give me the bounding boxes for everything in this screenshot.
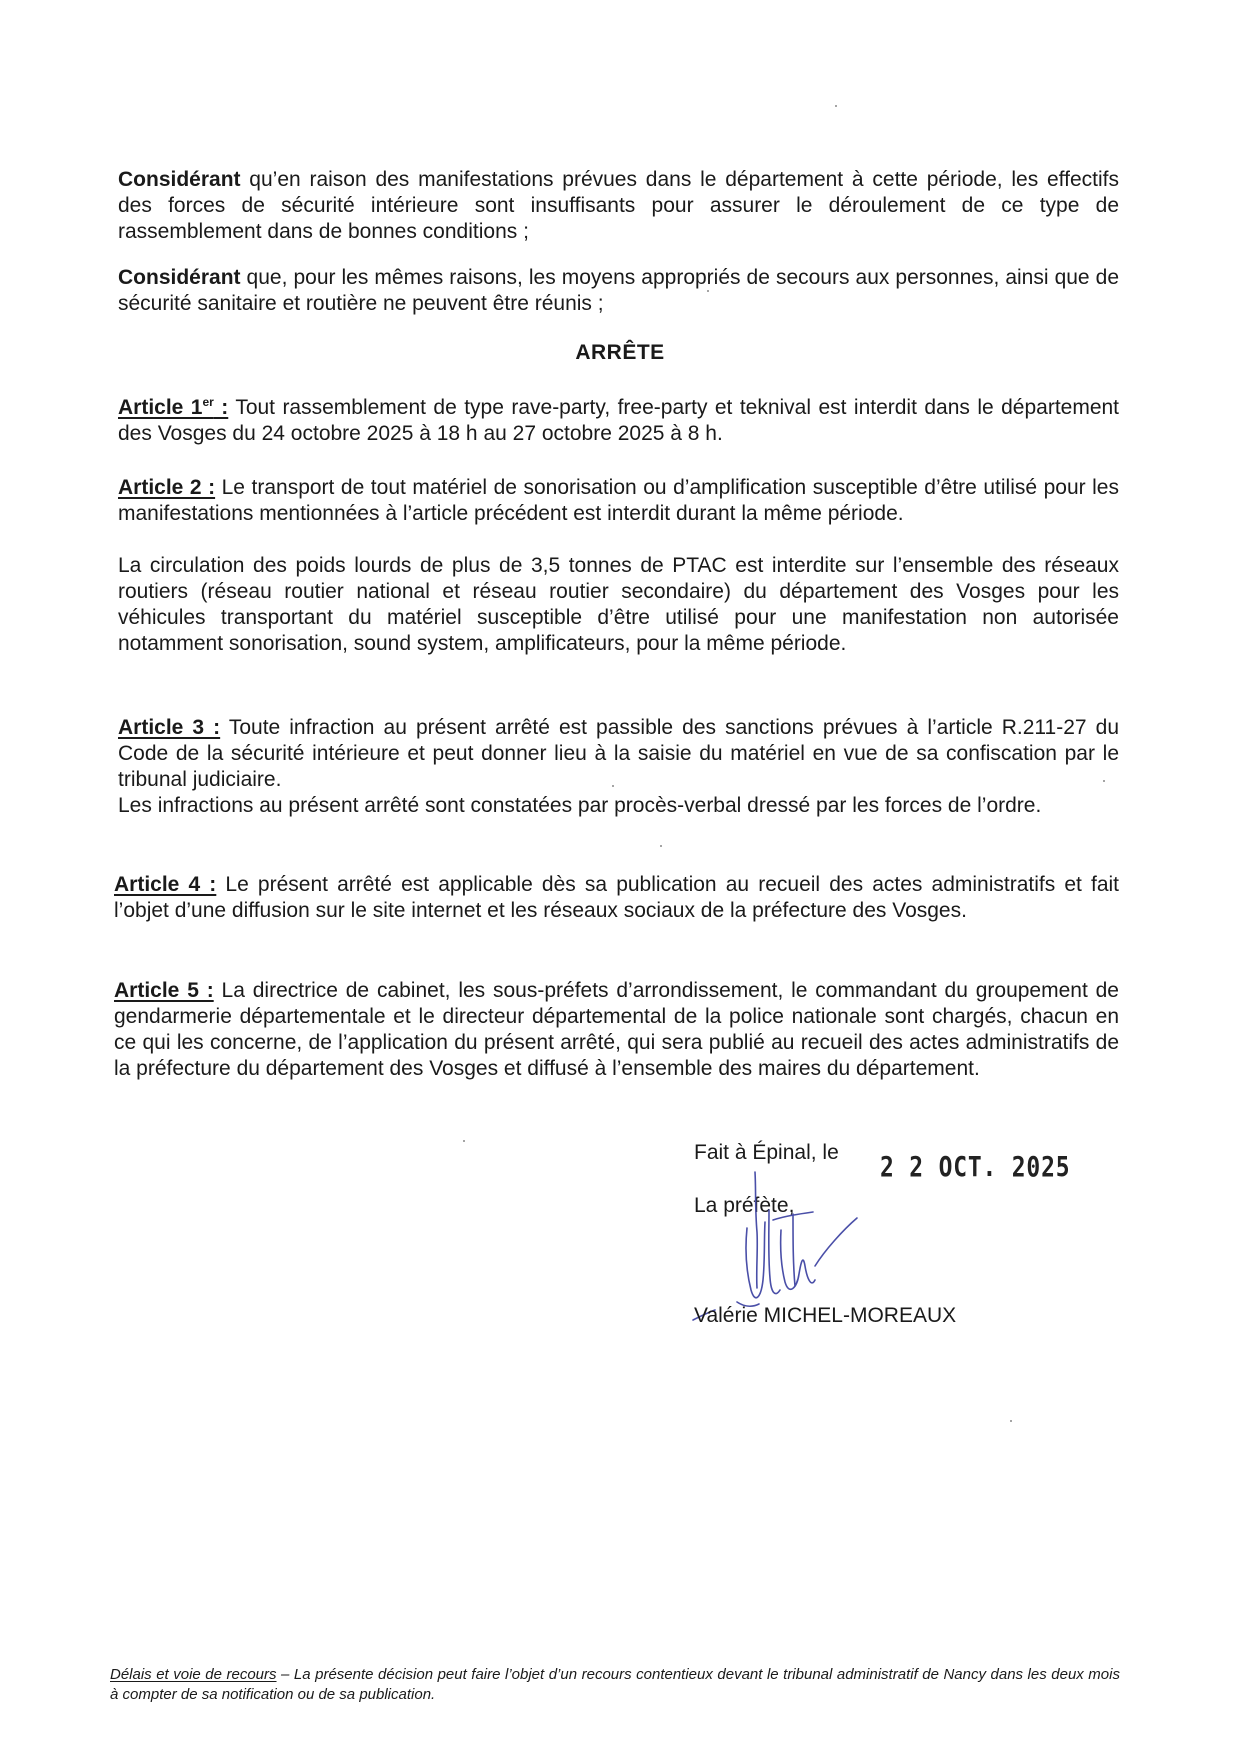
article-5-label: Article 5 : xyxy=(114,979,214,1002)
scan-speck xyxy=(660,845,662,847)
considerant-keyword: Considérant xyxy=(118,266,241,289)
scan-speck xyxy=(835,105,837,107)
article-3-text: Toute infraction au présent arrêté est passible des sanctions prévues à l’article R.211-27 du Code de la sécurité intérieure et peut donner lieu à la saisie du matériel en vue de sa confiscation par le tribunal judiciaire. xyxy=(118,716,1119,791)
article-2 xyxy=(118,475,1119,527)
date-stamp: 2 2 OCT. 2025 xyxy=(880,1150,1071,1183)
considerant-paragraph-2 xyxy=(118,265,1119,317)
article-2-paragraph-2: La circulation des poids lourds de plus de 3,5 tonnes de PTAC est interdite sur l’ensemble des réseaux routiers (réseau routier national et réseau routier secondaire) du département des Vosges pour les véhicules transportant du matériel susceptible d’être utilisé pour une manifestation non autorisée notamment sonorisation, sound system, amplificateurs, pour la même période. xyxy=(118,554,1119,655)
article-4 xyxy=(114,872,1119,924)
article-3-paragraph-2: Les infractions au présent arrêté sont constatées par procès-verbal dressé par les forces de l’ordre. xyxy=(118,794,1042,817)
article-1-label: Article 1er : xyxy=(118,395,229,419)
scan-speck xyxy=(612,785,614,787)
considerant-keyword: Considérant xyxy=(118,168,241,191)
considerant-text: que, pour les mêmes raisons, les moyens appropriés de secours aux personnes, ainsi que de sécurité sanitaire et routière ne peuvent être réunis ; xyxy=(118,266,1119,315)
scan-speck xyxy=(1010,1420,1012,1422)
appeal-notice-label: Délais et voie de recours xyxy=(110,1666,277,1683)
considerant-paragraph-1 xyxy=(118,167,1119,245)
appeal-notice xyxy=(110,1665,1120,1705)
article-5 xyxy=(114,978,1119,1082)
decree-heading: ARRÊTE xyxy=(575,341,665,364)
scan-speck xyxy=(707,290,709,292)
article-1 xyxy=(118,395,1119,447)
article-5-text: La directrice de cabinet, les sous-préfets d’arrondissement, le commandant du groupement de gendarmerie départementale et le directeur départemental de la police nationale sont chargés, chacun en ce qui les concerne, de l’application du présent arrêté, qui sera publié au recueil des actes administratifs de la préfecture du département des Vosges et diffusé à l’ensemble des maires du département. xyxy=(114,979,1119,1080)
article-3 xyxy=(118,715,1119,793)
article-1-text: Tout rassemblement de type rave-party, free-party et teknival est interdit dans le département des Vosges du 24 octobre 2025 à 18 h au 27 octobre 2025 à 8 h. xyxy=(118,396,1120,445)
appeal-notice-text: – La présente décision peut faire l’objet d’un recours contentieux devant le tribunal administratif de Nancy dans les deux mois à compter de sa notification ou de sa publication. xyxy=(110,1666,1120,1703)
scan-speck xyxy=(463,1140,465,1142)
signatory-name: Valérie MICHEL-MOREAUX xyxy=(694,1304,957,1327)
considerant-text: qu’en raison des manifestations prévues dans le département à cette période, les effectifs des forces de sécurité intérieure sont insuffisants pour assurer le déroulement de ce type de rassemblement dans de bonnes conditions ; xyxy=(118,168,1119,243)
signature-place: Fait à Épinal, le xyxy=(694,1141,839,1164)
article-2-text: Le transport de tout matériel de sonorisation ou d’amplification susceptible d’être utilisé pour les manifestations mentionnées à l’article précédent est interdit durant la même période. xyxy=(118,476,1119,525)
scan-speck xyxy=(1103,780,1105,782)
article-2-label: Article 2 : xyxy=(118,476,216,499)
signature-role: La préfète, xyxy=(694,1194,795,1217)
article-4-text: Le présent arrêté est applicable dès sa publication au recueil des actes administratifs et fait l’objet d’une diffusion sur le site internet et les réseaux sociaux de la préfecture des Vosges. xyxy=(114,873,1120,922)
article-3-label: Article 3 : xyxy=(118,716,221,739)
article-4-label: Article 4 : xyxy=(114,873,217,896)
